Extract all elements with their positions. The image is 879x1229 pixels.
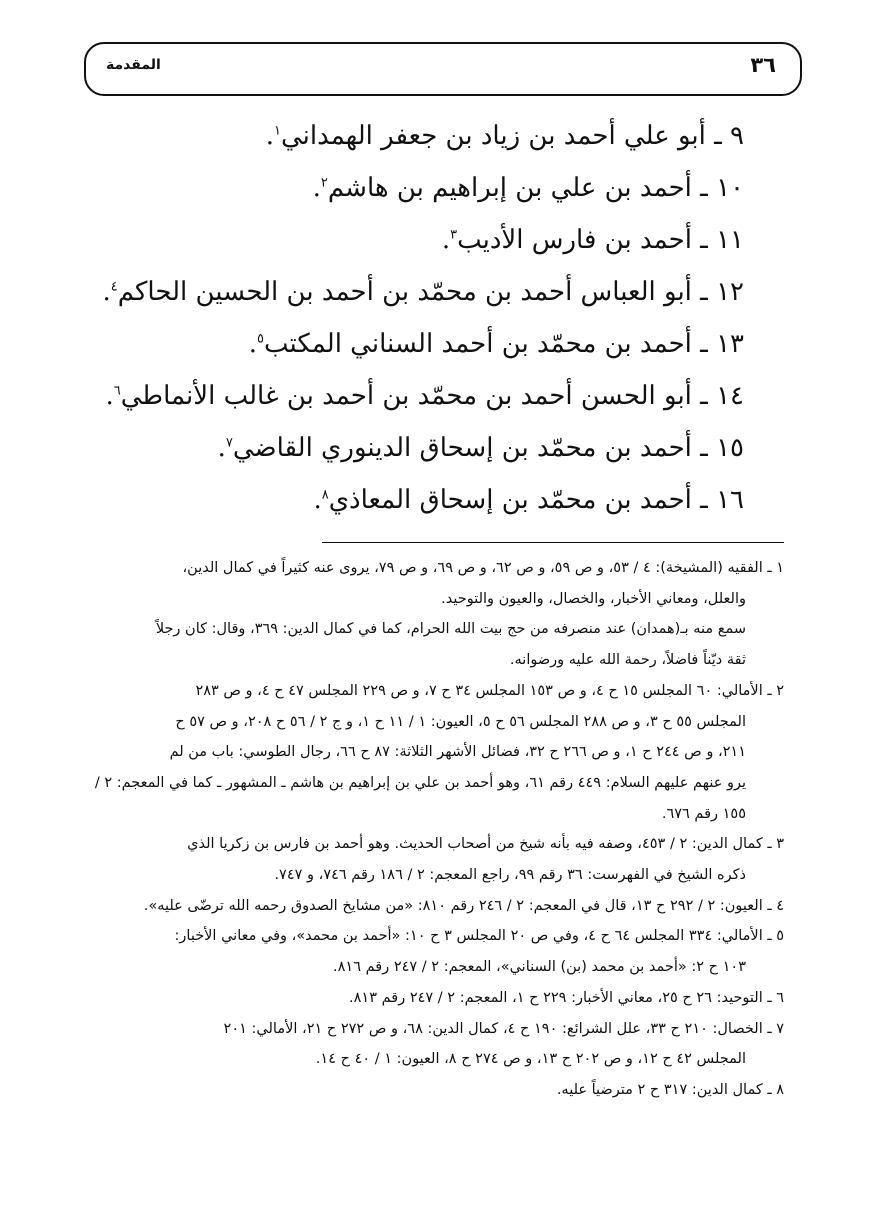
footnote-line: سمع منه بـ(همدان) عند منصرفه من حج بيت الله الحرام، كما في كمال الدين: ٣٦٩، وقال: كان رجلاً: [155, 621, 746, 638]
list-item: [102, 266, 744, 318]
entry-text: ١٢ ـ أبو العباس أحمد بن محمّد بن أحمد بن الحسين الحاكم: [117, 277, 744, 307]
footnote-ref[interactable]: ٤: [110, 279, 118, 295]
footnote-line: ٧ ـ الخصال: ٢١٠ ح ٣٣، علل الشرائع: ١٩٠ ح ٤، كمال الدين: ٦٨، و ص ٢٧٢ ح ٢١، الأمالي: ٢٠١: [223, 1020, 784, 1037]
entry-end: .: [248, 329, 258, 359]
footnote-ref[interactable]: ٣: [450, 227, 458, 243]
footnote-ref[interactable]: ٦: [113, 383, 121, 399]
footnotes: [88, 553, 784, 1106]
footnote-ref[interactable]: ١: [273, 123, 281, 139]
page-header-frame: [84, 42, 802, 96]
entry-text: ١٠ ـ أحمد بن علي بن إبراهيم بن هاشم: [327, 173, 744, 203]
page-number: ٣٦: [750, 53, 776, 77]
entry-end: .: [441, 225, 451, 255]
list-item: [150, 318, 744, 370]
entry-end: .: [217, 433, 226, 463]
footnote-ref[interactable]: ٥: [257, 331, 264, 347]
entry-list: [102, 110, 744, 526]
list-item: [150, 214, 744, 266]
footnote-line: يرو عنهم عليهم السلام: ٤٤٩ رقم ٦١، وهو أحمد بن علي بن إبراهيم بن هاشم ـ المشهور ـ كما في المعجم: ٢ /: [94, 774, 746, 791]
footnote-line: والعلل، ومعاني الأخبار، والخصال، والعيون والتوحيد.: [441, 590, 746, 607]
footnote-line: ٣ ـ كمال الدين: ٢ / ٤٥٣، وصفه فيه بأنه شيخ من أصحاب الحديث. وهو أحمد بن فارس بن زكريا الذي: [187, 836, 784, 853]
entry-text: ١١ ـ أحمد بن فارس الأديب: [457, 225, 744, 255]
footnote-line: ذكره الشيخ في الفهرست: ٣٦ رقم ٩٩، راجع المعجم: ٢ / ١٨٦ رقم ٧٤٦، و ٧٤٧.: [274, 867, 746, 884]
footnote-ref[interactable]: ٧: [225, 435, 233, 451]
list-item: [105, 370, 744, 422]
footnote-line: ٥ ـ الأمالي: ٣٣٤ المجلس ٦٤ ح ٤، وفي ص ٢٠ المجلس ٣ ح ١٠: «أحمد بن محمد»، وفي معاني الأخبار:: [174, 928, 784, 945]
entry-text: ١٤ ـ أبو الحسن أحمد بن محمّد بن أحمد بن غالب الأنماطي: [120, 381, 744, 411]
footnote-line: المجلس ٥٥ ح ٣، و ص ٢٨٨ المجلس ٥٦ ح ٥، العيون: ١ / ١١ ح ١، و ج ٢ / ٥٦ ح ٢٠٨، و ص ٥٧ ح: [175, 713, 746, 730]
entry-text: ١٥ ـ أحمد بن محمّد بن إسحاق الدينوري القاضي: [232, 433, 744, 463]
list-item: [150, 422, 744, 474]
footnote-ref[interactable]: ٢: [320, 175, 328, 191]
entry-text: ١٦ ـ أحمد بن محمّد بن إسحاق المعاذي: [328, 485, 744, 515]
running-title: المقدمة: [106, 57, 161, 73]
entry-end: .: [312, 173, 321, 203]
footnote-line: ١٥٥ رقم ٦٧٦.: [661, 805, 746, 822]
footnote-line: ١ ـ الفقيه (المشيخة): ٤ / ٥٣، و ص ٥٩، و ص ٦٢، و ص ٦٩، و ص ٧٩، يروى عنه كثيراً في كمال الدين،: [182, 560, 784, 576]
footnote-line: ثقة ديّناً فاضلاً، رحمة الله عليه ورضوانه.: [509, 652, 746, 669]
footnote-ref[interactable]: ٨: [321, 487, 329, 503]
footnote-line: ١٠٣ ح ٢: «أحمد بن محمد (بن) السناني»، المعجم: ٢ / ٢٤٧ رقم ٨١٦.: [333, 959, 746, 976]
footnote-line: المجلس ٤٢ ح ١٢، و ص ٢٠٢ ح ١٣، و ص ٢٧٤ ح ٨، العيون: ١ / ٤٠ ح ١٤.: [315, 1051, 746, 1068]
footnote-line: ٤ ـ العيون: ٢ / ٢٩٢ ح ١٣، قال في المعجم: ٢ / ٢٤٦ رقم ٨١٠: «من مشايخ الصدوق رحمه الله ترضّى عليه».: [143, 897, 784, 914]
list-item: [150, 110, 744, 162]
footnote-line: ٨ ـ كمال الدين: ٣١٧ ح ٢ مترضياً عليه.: [556, 1081, 784, 1098]
footnote-line: ٦ ـ التوحيد: ٢٦ ح ٢٥، معاني الأخبار: ٢٢٩ ح ١، المعجم: ٢ / ٢٤٧ رقم ٨١٣.: [349, 989, 784, 1006]
footnote-line: ٢١١، و ص ٢٤٤ ح ١، و ص ٢٦٦ ح ٣٢، فضائل الأشهر الثلاثة: ٨٧ ح ٦٦، رجال الطوسي: باب من لم: [169, 744, 746, 761]
list-item: [150, 162, 744, 214]
list-item: [150, 474, 744, 526]
footnote-separator: [322, 542, 784, 543]
entry-end: .: [313, 485, 322, 515]
entry-end: .: [265, 121, 274, 151]
footnote-line: ٢ ـ الأمالي: ٦٠ المجلس ١٥ ح ٤، و ص ١٥٣ المجلس ٣٤ ح ٧، و ص ٢٢٩ المجلس ٤٧ ح ٤، و ص ٢٨٣: [195, 682, 784, 699]
entry-text: ٩ ـ أبو علي أحمد بن زياد بن جعفر الهمداني: [280, 121, 744, 151]
entry-end: .: [102, 277, 111, 307]
entry-text: ١٣ ـ أحمد بن محمّد بن أحمد السناني المكتب: [264, 329, 744, 359]
entry-end: .: [105, 381, 114, 411]
